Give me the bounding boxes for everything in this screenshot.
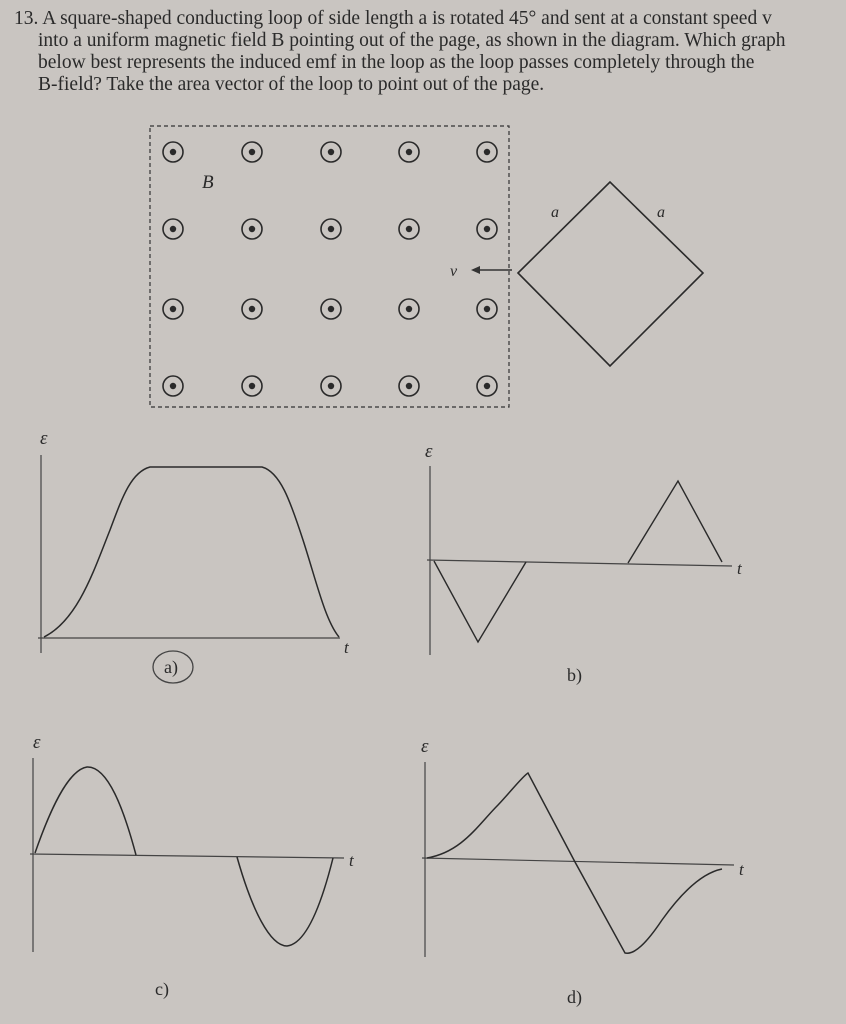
- field-marker-icon: [163, 299, 183, 319]
- field-marker-icon: [321, 299, 341, 319]
- field-label: B: [202, 172, 214, 193]
- graph-d: [421, 736, 745, 1008]
- field-marker-icon: [242, 142, 262, 162]
- graph-a-y-label: ε: [40, 428, 48, 449]
- side-label-left: a: [551, 204, 559, 221]
- graph-d-y-label: ε: [421, 736, 429, 757]
- field-marker-icon: [321, 376, 341, 396]
- graph-a-curve: [44, 467, 339, 637]
- graph-b-x-axis: [427, 560, 732, 566]
- question-line-4: B-field? Take the area vector of the loop to point out of the page.: [38, 74, 545, 95]
- graph-a-x-label: t: [344, 638, 349, 657]
- field-marker-icon: [399, 142, 419, 162]
- graph-c: [30, 732, 355, 1000]
- field-marker-icon: [163, 376, 183, 396]
- field-marker-icon: [399, 376, 419, 396]
- field-marker-icon: [477, 299, 497, 319]
- graph-b-x-label: t: [737, 559, 742, 578]
- velocity-arrowhead: [471, 266, 480, 274]
- field-diagram: [150, 126, 703, 407]
- graph-b-positive-triangle: [628, 481, 722, 563]
- field-marker-icon: [321, 219, 341, 239]
- graph-d-x-axis: [422, 858, 734, 865]
- field-marker-icon: [321, 142, 341, 162]
- side-label-right: a: [657, 204, 665, 221]
- field-marker-icon: [399, 299, 419, 319]
- graph-c-x-label: t: [349, 851, 354, 870]
- graph-b-option-label: b): [567, 665, 582, 685]
- velocity-label: v: [450, 263, 458, 280]
- graph-c-x-axis: [30, 854, 344, 858]
- field-marker-icon: [163, 142, 183, 162]
- graph-c-positive-lobe: [35, 767, 136, 855]
- field-marker-icon: [477, 142, 497, 162]
- field-marker-icon: [242, 299, 262, 319]
- graph-d-curve: [427, 773, 722, 953]
- graph-a-option-label: a): [164, 657, 178, 677]
- graph-d-option-label: d): [567, 987, 582, 1007]
- field-marker-icon: [399, 219, 419, 239]
- question-line-1: 13. A square-shaped conducting loop of side length a is rotated 45° and sent at a constant speed v: [14, 8, 772, 29]
- graph-b-negative-triangle: [434, 561, 526, 642]
- graph-c-negative-lobe: [237, 857, 333, 946]
- graph-c-option-label: c): [155, 979, 169, 999]
- field-marker-icon: [242, 376, 262, 396]
- question-line-3: below best represents the induced emf in the loop as the loop passes completely through the: [38, 52, 755, 73]
- graph-b-y-label: ε: [425, 441, 433, 462]
- field-marker-icon: [477, 376, 497, 396]
- field-marker-icon: [477, 219, 497, 239]
- question-number: 13.: [14, 8, 39, 29]
- field-marker-icon: [163, 219, 183, 239]
- graph-a: [38, 428, 350, 683]
- question-line-2: into a uniform magnetic field B pointing out of the page, as shown in the diagram. Which graph: [38, 30, 786, 51]
- graph-d-x-label: t: [739, 860, 744, 879]
- graph-b: [425, 441, 743, 686]
- graph-c-y-label: ε: [33, 732, 41, 753]
- field-marker-icon: [242, 219, 262, 239]
- conducting-loop: [518, 182, 703, 366]
